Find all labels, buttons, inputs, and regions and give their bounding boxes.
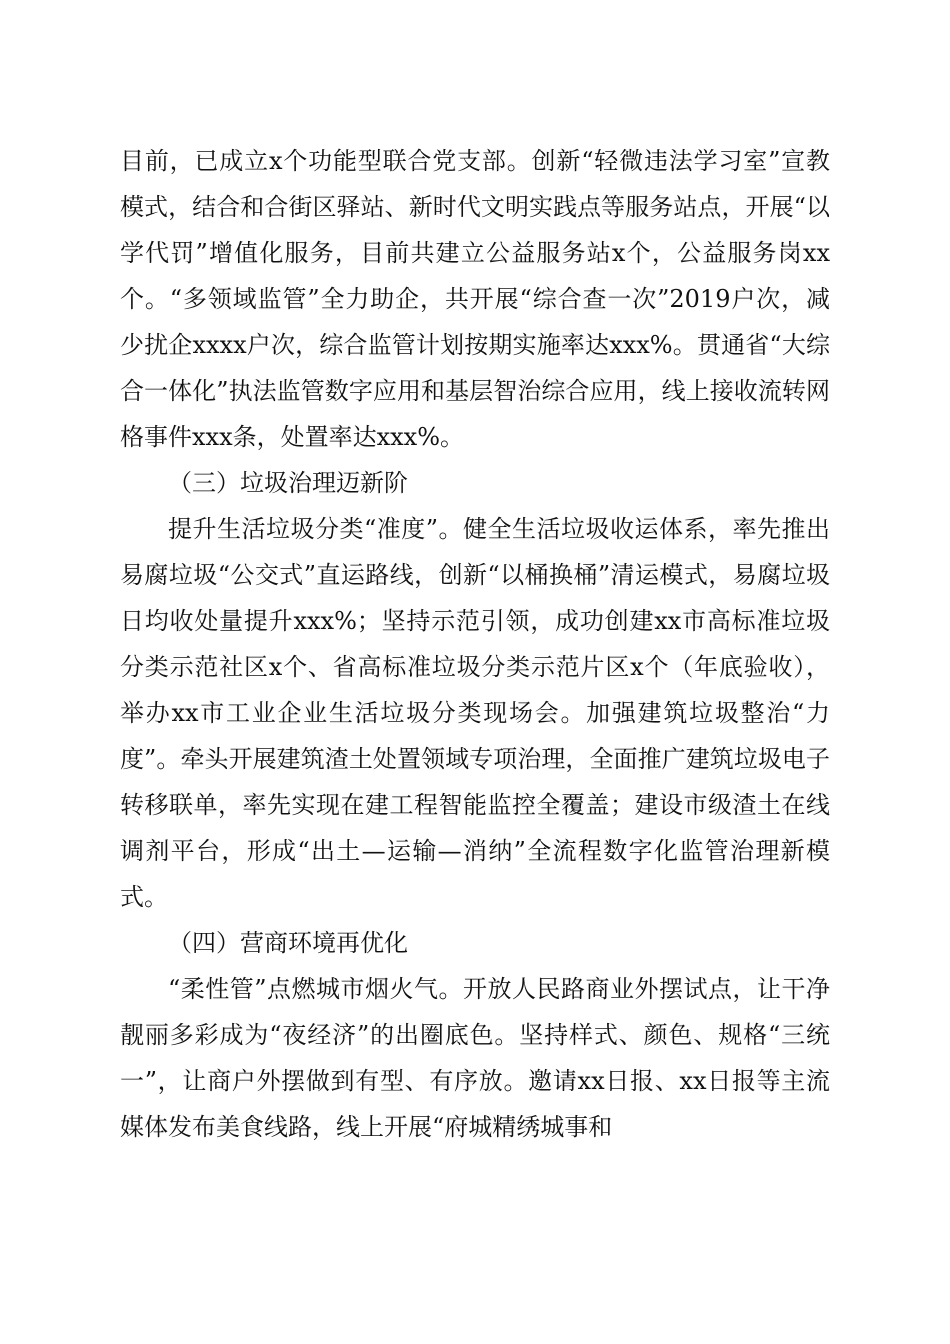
paragraph-continued: 目前，已成立x个功能型联合党支部。创新“轻微违法学习室”宣教模式，结合和合街区驿站、新时代文明实践点等服务站点，开展“以学代罚”增值化服务，目前共建立公益服务站x个，公益服务岗xx个。“多领域监管”全力助企，共开展“综合查一次”2019户次，减少扰企xxxx户次，综合监管计划按期实施率达xxx%。贯通省“大综合一体化”执法监管数字应用和基层智治综合应用，线上接收流转网格事件xxx条，处置率达xxx%。 xyxy=(120,147,830,451)
section-heading-three: （三）垃圾治理迈新阶 xyxy=(168,469,408,497)
section-heading-four: （四）营商环境再优化 xyxy=(168,929,408,957)
paragraph-waste-sorting: 提升生活垃圾分类“准度”。健全生活垃圾收运体系，率先推出易腐垃圾“公交式”直运路线，创新“以桶换桶”清运模式，易腐垃圾日均收处量提升xxx%；坚持示范引领，成功创建xx市高标准垃圾分类示范社区x个、省高标准垃圾分类示范片区x个（年底验收），举办xx市工业企业生活垃圾分类现场会。加强建筑垃圾整治“力度”。牵头开展建筑渣土处置领域专项治理，全面推广建筑垃圾电子转移联单，率先实现在建工程智能监控全覆盖；建设市级渣土在线调剂平台，形成“出土—运输—消纳”全流程数字化监管治理新模式。 xyxy=(120,515,830,911)
paragraph-business-environment: “柔性管”点燃城市烟火气。开放人民路商业外摆试点，让干净靓丽多彩成为“夜经济”的出圈底色。坚持样式、颜色、规格“三统一”，让商户外摆做到有型、有序放。邀请xx日报、xx日报等主流媒体发布美食线路，线上开展“府城精绣城事和 xyxy=(120,975,830,1141)
document-body xyxy=(120,138,830,1150)
